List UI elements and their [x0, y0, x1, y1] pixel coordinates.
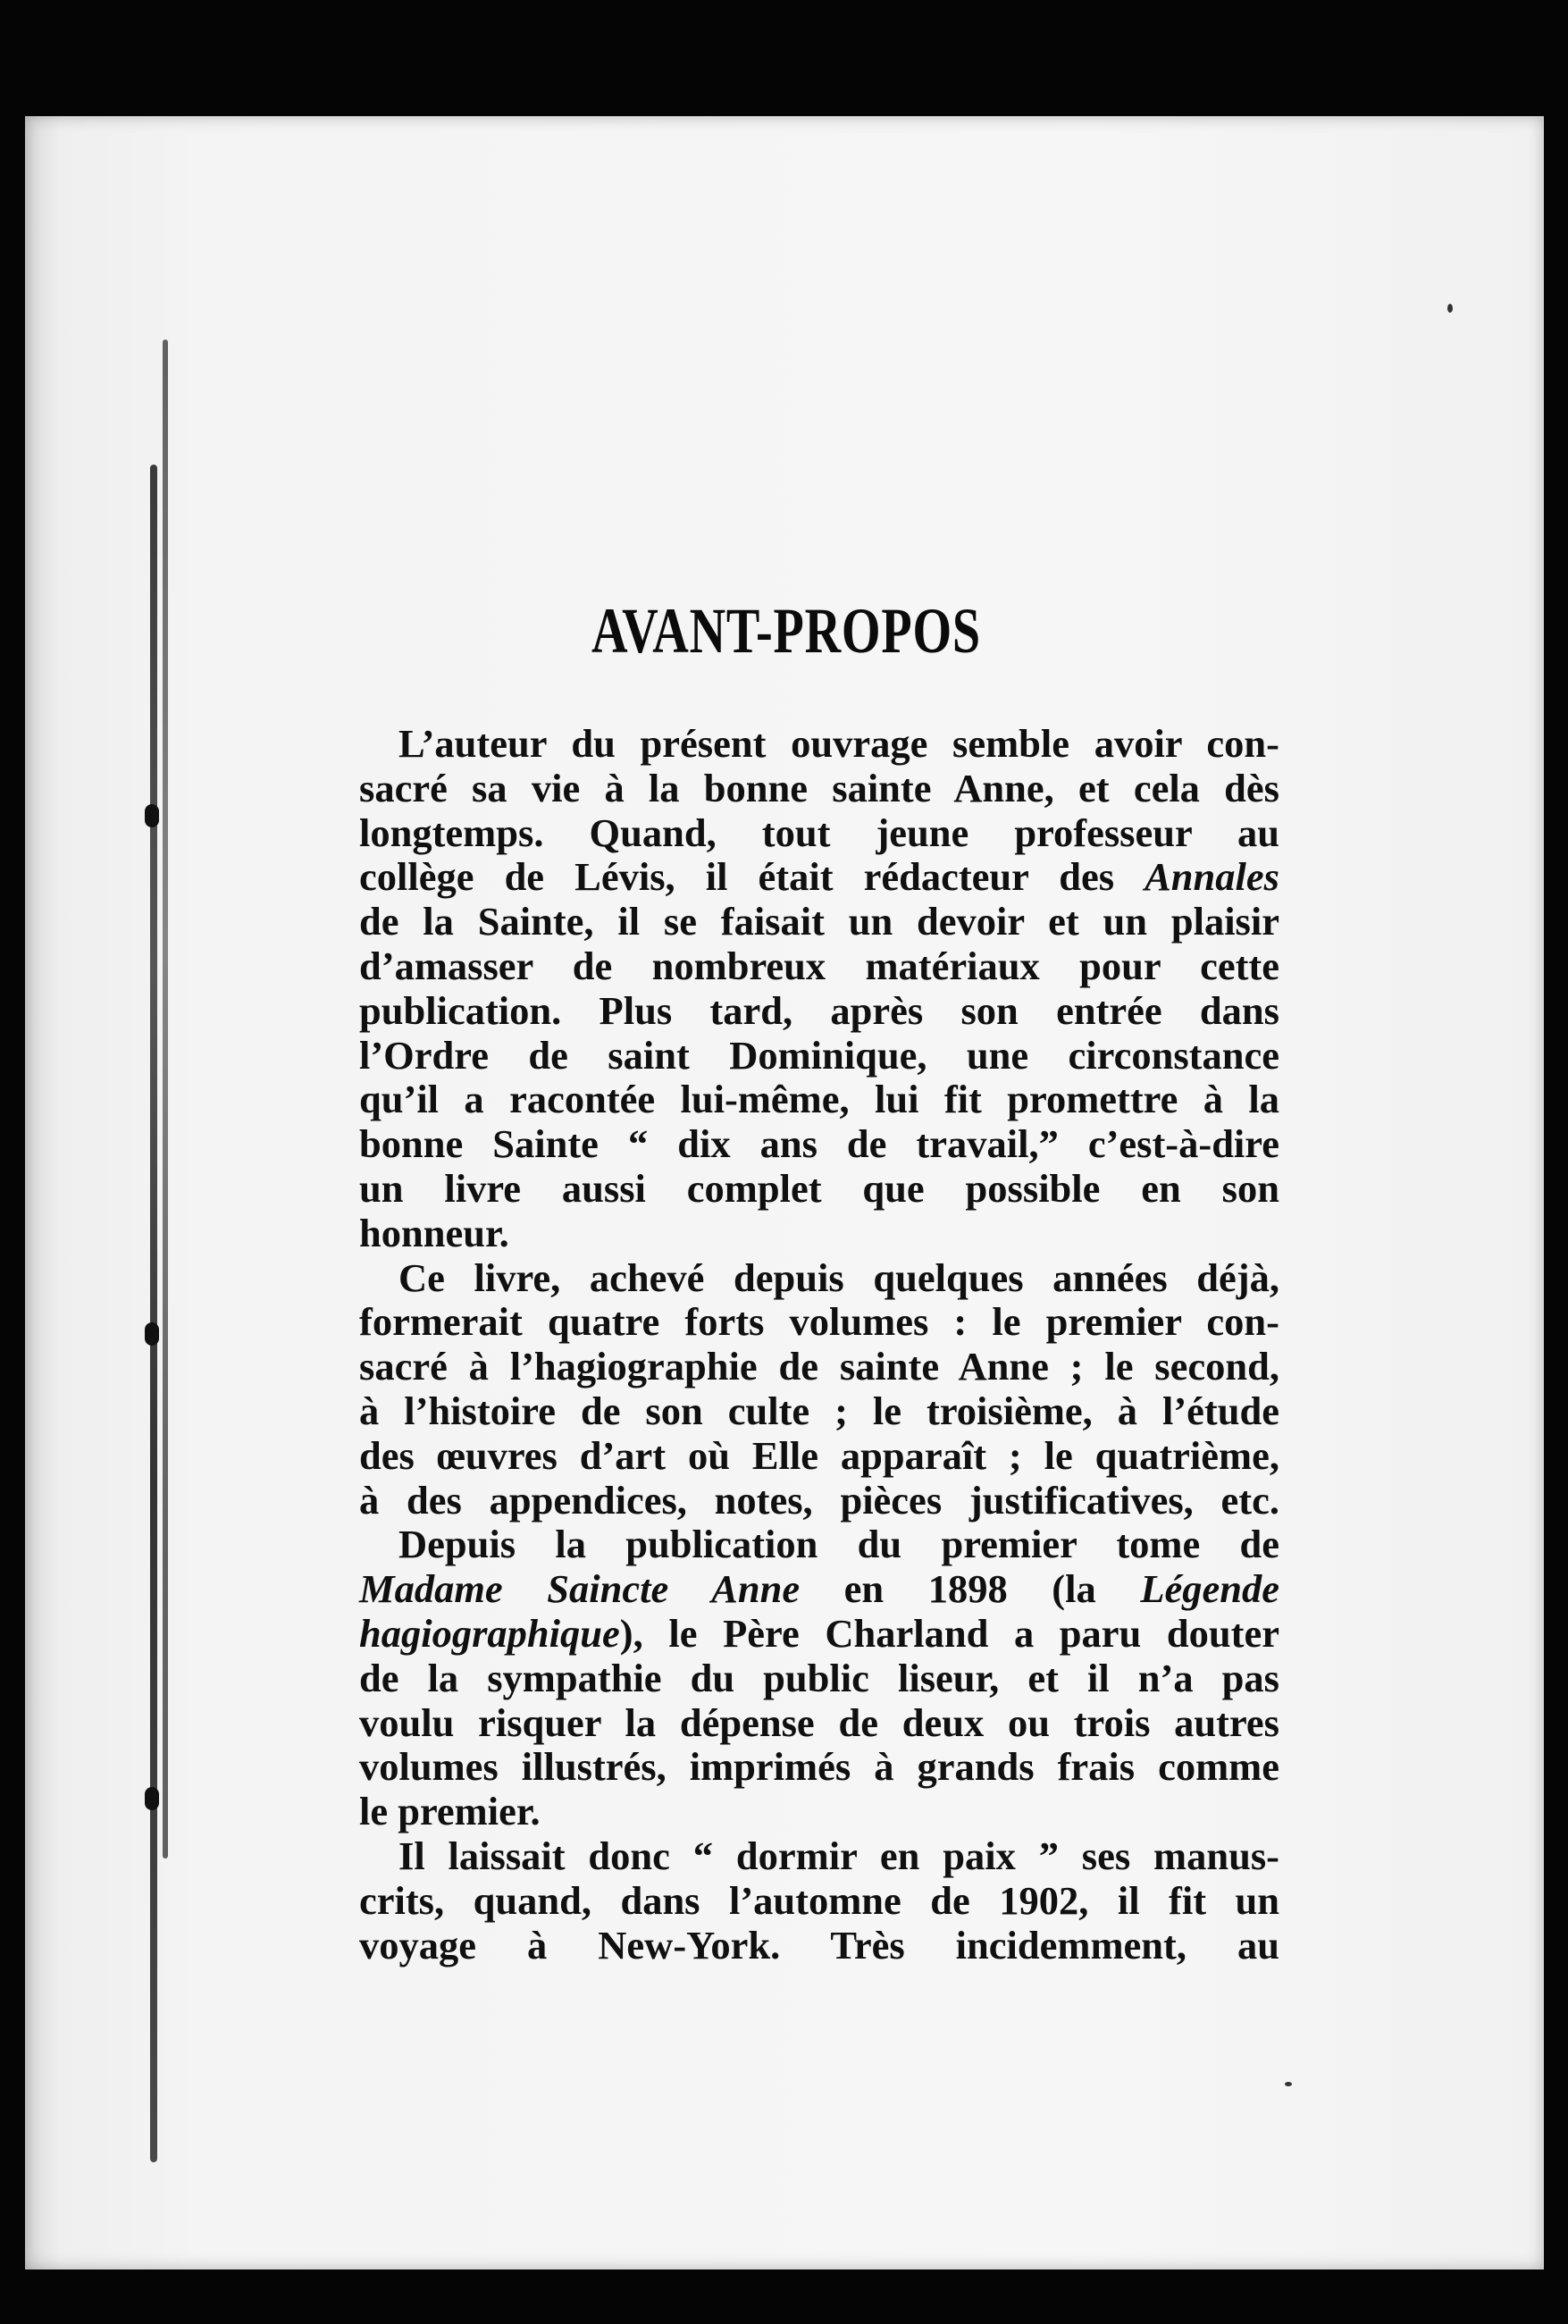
text-line	[359, 1078, 1279, 1122]
text-line	[359, 1612, 1279, 1657]
text-segment: un livre aussi complet que possible en son	[359, 1165, 1279, 1211]
text-line	[359, 1122, 1279, 1167]
text-segment: le premier.	[359, 1789, 541, 1834]
text-segment: à l’histoire de son culte ; le troisième, à l’étude	[359, 1388, 1279, 1433]
text-segment: formerait quatre forts volumes : le premier con-	[359, 1299, 1279, 1345]
text-segment: à des appendices, notes, pièces justificatives, etc.	[359, 1477, 1279, 1523]
text-segment: qu’il a racontée lui-même, lui fit promettre à la	[359, 1077, 1279, 1122]
text-line	[359, 1701, 1279, 1746]
text-segment: ), le Père Charland a paru douter	[619, 1610, 1279, 1656]
italic-text: Légende	[1140, 1566, 1279, 1612]
text-segment: collège de Lévis, il était rédacteur des	[359, 854, 1145, 900]
text-segment: L’auteur du présent ouvrage semble avoir con-	[398, 721, 1279, 766]
text-line	[359, 855, 1279, 900]
text-segment: voyage à New-York. Très incidemment, au	[359, 1922, 1279, 1967]
text-line	[359, 1434, 1279, 1479]
text-line	[359, 1523, 1279, 1567]
text-line	[359, 1167, 1279, 1212]
text-line	[359, 1479, 1279, 1523]
text-line	[359, 1924, 1279, 1968]
text-segment: bonne Sainte “ dix ans de travail,” c’est-à-dire	[359, 1121, 1279, 1167]
italic-text: Madame Saincte Anne	[359, 1566, 801, 1612]
text-line	[359, 1389, 1279, 1434]
text-line	[359, 1790, 1279, 1834]
text-segment: Il laissait donc “ dormir en paix ” ses manus-	[398, 1833, 1279, 1878]
text-line	[359, 767, 1279, 811]
text-segment: de la sympathie du public liseur, et il n’a pas	[359, 1655, 1279, 1700]
text-line	[359, 1034, 1279, 1078]
text-line	[359, 1567, 1279, 1612]
text-segment: longtemps. Quand, tout jeune professeur au	[359, 810, 1279, 855]
text-segment: sacré sa vie à la bonne sainte Anne, et cela dès	[359, 765, 1279, 810]
text-line	[359, 1745, 1279, 1790]
text-line	[359, 944, 1279, 989]
text-segment: sacré à l’hagiographie de sainte Anne ; le second,	[359, 1344, 1279, 1389]
binding-thread	[141, 340, 177, 2171]
text-segment: Depuis la publication du premier tome de	[398, 1522, 1279, 1567]
text-line	[359, 900, 1279, 944]
text-segment: Ce livre, achevé depuis quelques années déjà,	[398, 1254, 1279, 1300]
body-text	[359, 722, 1279, 1967]
text-line	[359, 1879, 1279, 1924]
text-segment: des œuvres d’art où Elle apparaît ; le quatrième,	[359, 1432, 1279, 1478]
text-segment: honneur.	[359, 1210, 509, 1255]
text-segment: crits, quand, dans l’automne de 1902, il fit un	[359, 1877, 1279, 1923]
text-line	[359, 722, 1279, 767]
text-segment: publication. Plus tard, après son entrée dans	[359, 987, 1279, 1033]
text-line	[359, 811, 1279, 856]
italic-text: Annales	[1145, 854, 1279, 900]
text-line	[359, 1657, 1279, 1701]
text-segment: de la Sainte, il se faisait un devoir et un plaisir	[359, 899, 1279, 944]
text-segment: d’amasser de nombreux matériaux pour cette	[359, 943, 1279, 988]
text-segment: en 1898 (la	[800, 1566, 1141, 1612]
text-line	[359, 1345, 1279, 1389]
text-line	[359, 989, 1279, 1034]
page-title: AVANT-PROPOS	[591, 595, 981, 667]
italic-text: hagiographique	[359, 1610, 620, 1656]
text-line	[359, 1256, 1279, 1301]
text-line	[359, 1212, 1279, 1256]
text-segment: voulu risquer la dépense de deux ou trois autres	[359, 1699, 1279, 1745]
text-line	[359, 1834, 1279, 1879]
text-line	[359, 1300, 1279, 1345]
text-segment: l’Ordre de saint Dominique, une circonstance	[359, 1032, 1279, 1078]
text-segment: volumes illustrés, imprimés à grands frais comme	[359, 1744, 1279, 1790]
